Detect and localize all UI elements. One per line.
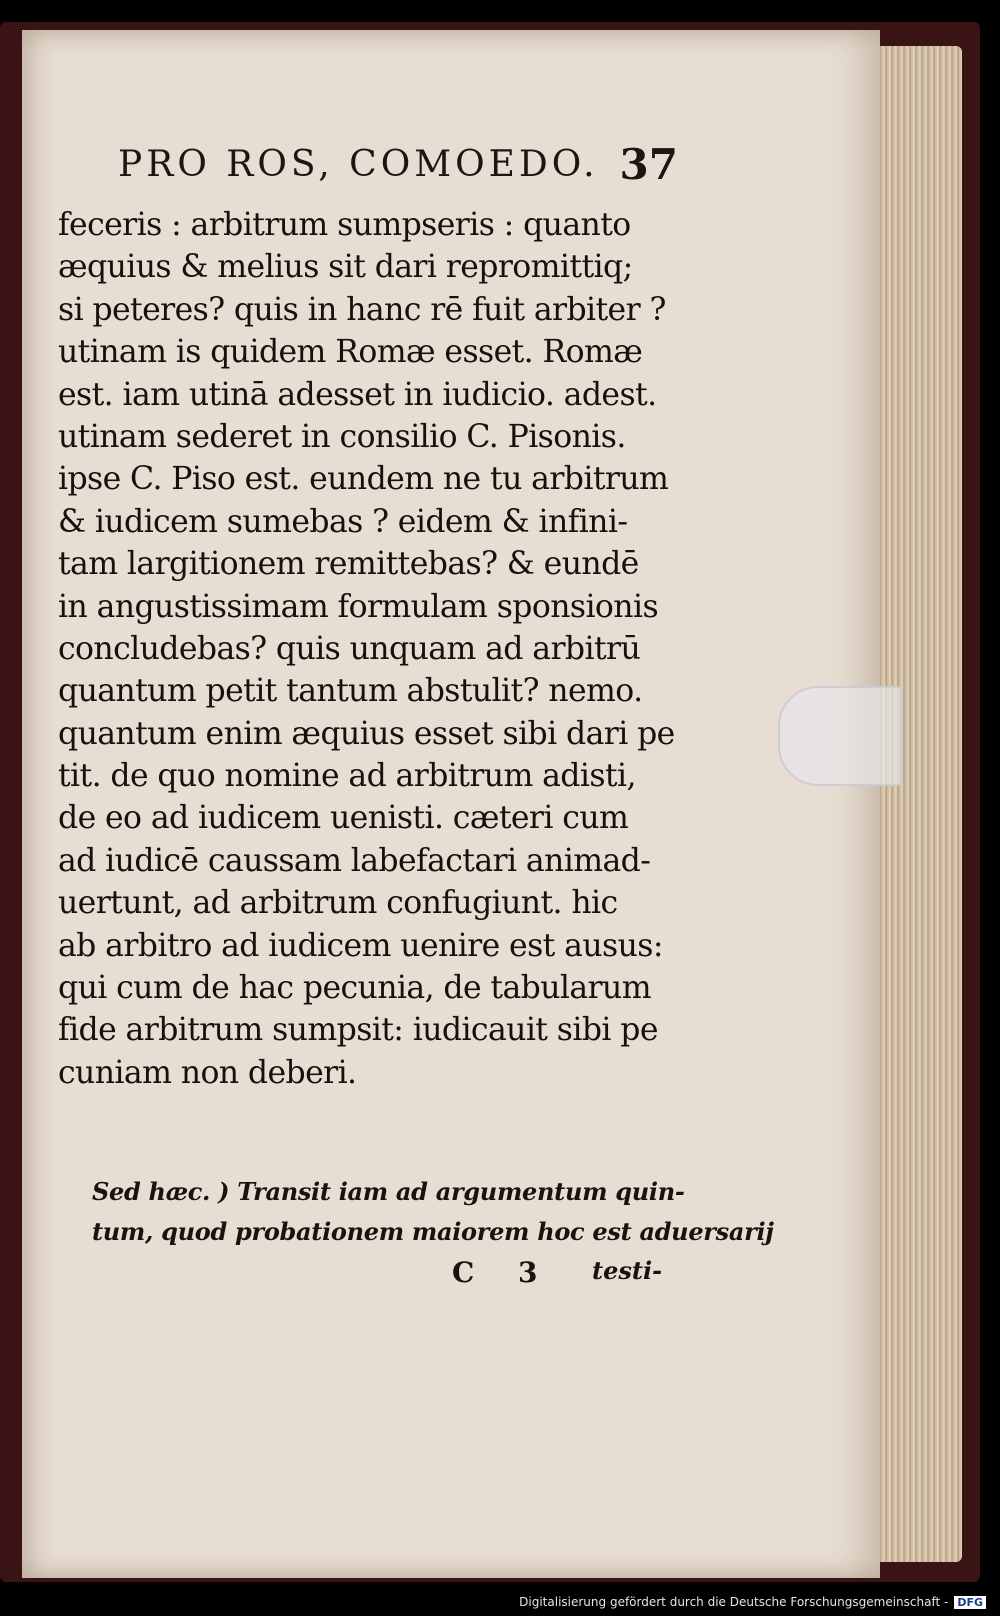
note-line: tum, quod probationem maiorem hoc est aduersarij <box>92 1217 774 1246</box>
signature-number: 3 <box>518 1256 538 1289</box>
dfg-logo: DFG <box>954 1596 986 1609</box>
text-line: & iudicem sumebas ? eidem & infini- <box>58 503 628 540</box>
body-text <box>58 204 678 1094</box>
text-line: de eo ad iudicem uenisti. cæteri cum <box>58 800 629 837</box>
text-line: utinam sederet in consilio C. Pisonis. <box>58 418 626 455</box>
note-line: Sed hæc. ) Transit iam ad argumentum quin- <box>92 1177 685 1206</box>
text-line: ad iudicē caussam labefactari animad- <box>58 842 651 879</box>
page-header <box>118 140 678 192</box>
text-line: tam largitionem remittebas? & eundē <box>58 546 639 583</box>
page-edges <box>876 46 962 1562</box>
text-line: uertunt, ad arbitrum confugiunt. hic <box>58 885 618 922</box>
text-line: ipse C. Piso est. eundem ne tu arbitrum <box>58 461 669 498</box>
bookmark-clip <box>778 686 902 786</box>
digitization-credit <box>519 1592 986 1612</box>
text-line: concludebas? quis unquam ad arbitrū <box>58 630 641 667</box>
text-line: cuniam non deberi. <box>58 1054 357 1091</box>
catchword: testi- <box>592 1256 663 1285</box>
text-line: qui cum de hac pecunia, de tabularum <box>58 970 651 1007</box>
credit-text: Digitalisierung gefördert durch die Deutsche Forschungsgemeinschaft - <box>519 1595 949 1609</box>
text-line: fide arbitrum sumpsit: iudicauit sibi pe <box>58 1012 658 1049</box>
text-line: quantum enim æquius esset sibi dari pe <box>58 715 675 752</box>
folio-number: 37 <box>619 140 678 189</box>
text-line: feceris : arbitrum sumpseris : quanto <box>58 207 631 243</box>
running-title: PRO ROS, COMOEDO. <box>118 144 599 185</box>
text-line: utinam is quidem Romæ esset. Romæ <box>58 334 643 371</box>
signature-mark: C <box>452 1256 475 1289</box>
text-line: æquius & melius sit dari repromittiq; <box>58 249 633 286</box>
text-line: si peteres? quis in hanc rē fuit arbiter ? <box>58 291 666 328</box>
text-line: ab arbitro ad iudicem uenire est ausus: <box>58 927 663 964</box>
text-line: quantum petit tantum abstulit? nemo. <box>58 673 643 710</box>
commentary-note <box>92 1172 774 1252</box>
signature-line <box>452 1256 692 1296</box>
text-line: est. iam utinā adesset in iudicio. adest. <box>58 376 657 413</box>
text-line: tit. de quo nomine ad arbitrum adisti, <box>58 758 636 795</box>
text-line: in angustissimam formulam sponsionis <box>58 588 659 625</box>
